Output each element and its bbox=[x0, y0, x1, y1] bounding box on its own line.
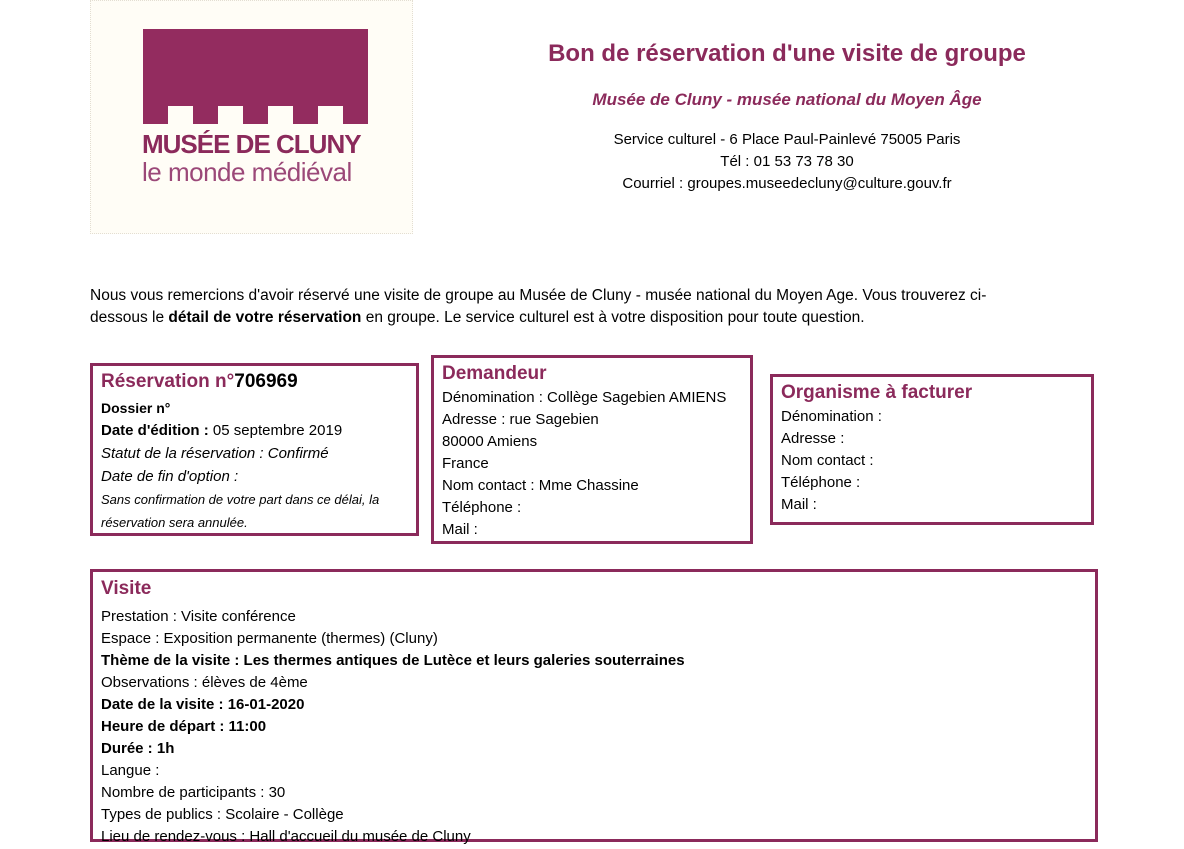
reservation-status-line: Statut de la réservation : Confirmé bbox=[101, 445, 329, 462]
billing-box-title: Organisme à facturer bbox=[781, 382, 973, 403]
reservation-box bbox=[90, 363, 419, 536]
visit-box bbox=[90, 569, 1098, 845]
visit-detail-line: Langue : bbox=[101, 762, 160, 779]
requester-detail-line: Mail : bbox=[442, 521, 478, 538]
edition-date-value: 05 septembre 2019 bbox=[208, 422, 343, 439]
visit-detail-line: Espace : Exposition permanente (thermes) (Cluny) bbox=[101, 630, 438, 647]
edition-date-label: Date d'édition : bbox=[101, 422, 209, 439]
logo-title: MUSÉE DE CLUNY bbox=[142, 129, 361, 159]
cancellation-warning: Sans confirmation de votre part dans ce délai, la réservation sera annulée. bbox=[101, 492, 380, 530]
flag-solid-area bbox=[143, 29, 368, 106]
billing-detail-line: Dénomination : bbox=[781, 408, 882, 425]
billing-organisation-box bbox=[770, 374, 1094, 525]
flag-teeth bbox=[143, 106, 368, 124]
requester-detail-line: Nom contact : Mme Chassine bbox=[442, 477, 639, 494]
museum-logo bbox=[90, 0, 413, 234]
billing-detail-line: Téléphone : bbox=[781, 474, 861, 491]
page-subtitle: Musée de Cluny - musée national du Moyen Âge bbox=[592, 90, 982, 109]
visit-detail-line: Types de publics : Scolaire - Collège bbox=[101, 806, 344, 823]
billing-detail-line: Mail : bbox=[781, 496, 817, 513]
requester-box-title: Demandeur bbox=[442, 363, 547, 384]
visit-detail-line: Date de la visite : 16-01-2020 bbox=[101, 696, 305, 713]
contact-email: Courriel : groupes.museedecluny@culture.gouv.fr bbox=[622, 175, 952, 192]
visit-detail-line: Observations : élèves de 4ème bbox=[101, 674, 308, 691]
contact-phone: Tél : 01 53 73 78 30 bbox=[720, 153, 854, 170]
billing-details bbox=[781, 406, 1083, 516]
intro-line2-post: en groupe. Le service culturel est à votre disposition pour toute question. bbox=[361, 309, 865, 326]
requester-details bbox=[442, 387, 742, 541]
page-title: Bon de réservation d'une visite de groupe bbox=[548, 40, 1026, 67]
requester-detail-line: 80000 Amiens bbox=[442, 433, 538, 450]
requester-detail-line: France bbox=[442, 455, 489, 472]
crenellated-flag-icon bbox=[143, 29, 368, 124]
requester-box bbox=[431, 355, 753, 544]
reservation-box-title bbox=[101, 369, 408, 395]
contact-address: Service culturel - 6 Place Paul-Painlevé 75005 Paris bbox=[613, 131, 961, 148]
requester-detail-line: Adresse : rue Sagebien bbox=[442, 411, 599, 428]
billing-detail-line: Nom contact : bbox=[781, 452, 874, 469]
requester-detail-line: Dénomination : Collège Sagebien AMIENS bbox=[442, 389, 727, 406]
visit-detail-line: Durée : 1h bbox=[101, 740, 175, 757]
reservation-number-label: Réservation n° bbox=[101, 371, 235, 392]
dossier-number-label: Dossier n° bbox=[101, 400, 171, 416]
intro-line2-bold: détail de votre réservation bbox=[168, 309, 362, 326]
visit-detail-line: Nombre de participants : 30 bbox=[101, 784, 286, 801]
contact-info bbox=[413, 129, 1161, 195]
intro-line1: Nous vous remercions d'avoir réservé une visite de groupe au Musée de Cluny - musée national du Moyen Age. Vous trouverez ci- bbox=[90, 287, 987, 304]
visit-detail-line: Prestation : Visite conférence bbox=[101, 608, 296, 625]
visit-detail-line: Thème de la visite : Les thermes antiques de Lutèce et leurs galeries souterraines bbox=[101, 652, 685, 669]
visit-box-title: Visite bbox=[101, 578, 152, 599]
billing-detail-line: Adresse : bbox=[781, 430, 845, 447]
visit-detail-line: Heure de départ : 11:00 bbox=[101, 718, 267, 735]
visit-detail-line: Lieu de rendez-vous : Hall d'accueil du musée de Cluny bbox=[101, 828, 471, 845]
requester-detail-line: Téléphone : bbox=[442, 499, 522, 516]
document-header bbox=[413, 40, 1161, 195]
intro-paragraph bbox=[90, 285, 1110, 329]
intro-line2-pre: dessous le bbox=[90, 309, 169, 326]
visit-details bbox=[101, 606, 1087, 848]
logo-subtitle: le monde médiéval bbox=[142, 157, 352, 187]
option-end-date-line: Date de fin d'option : bbox=[101, 468, 239, 485]
reservation-number-value: 706969 bbox=[234, 371, 298, 392]
edition-date-line bbox=[101, 419, 408, 442]
